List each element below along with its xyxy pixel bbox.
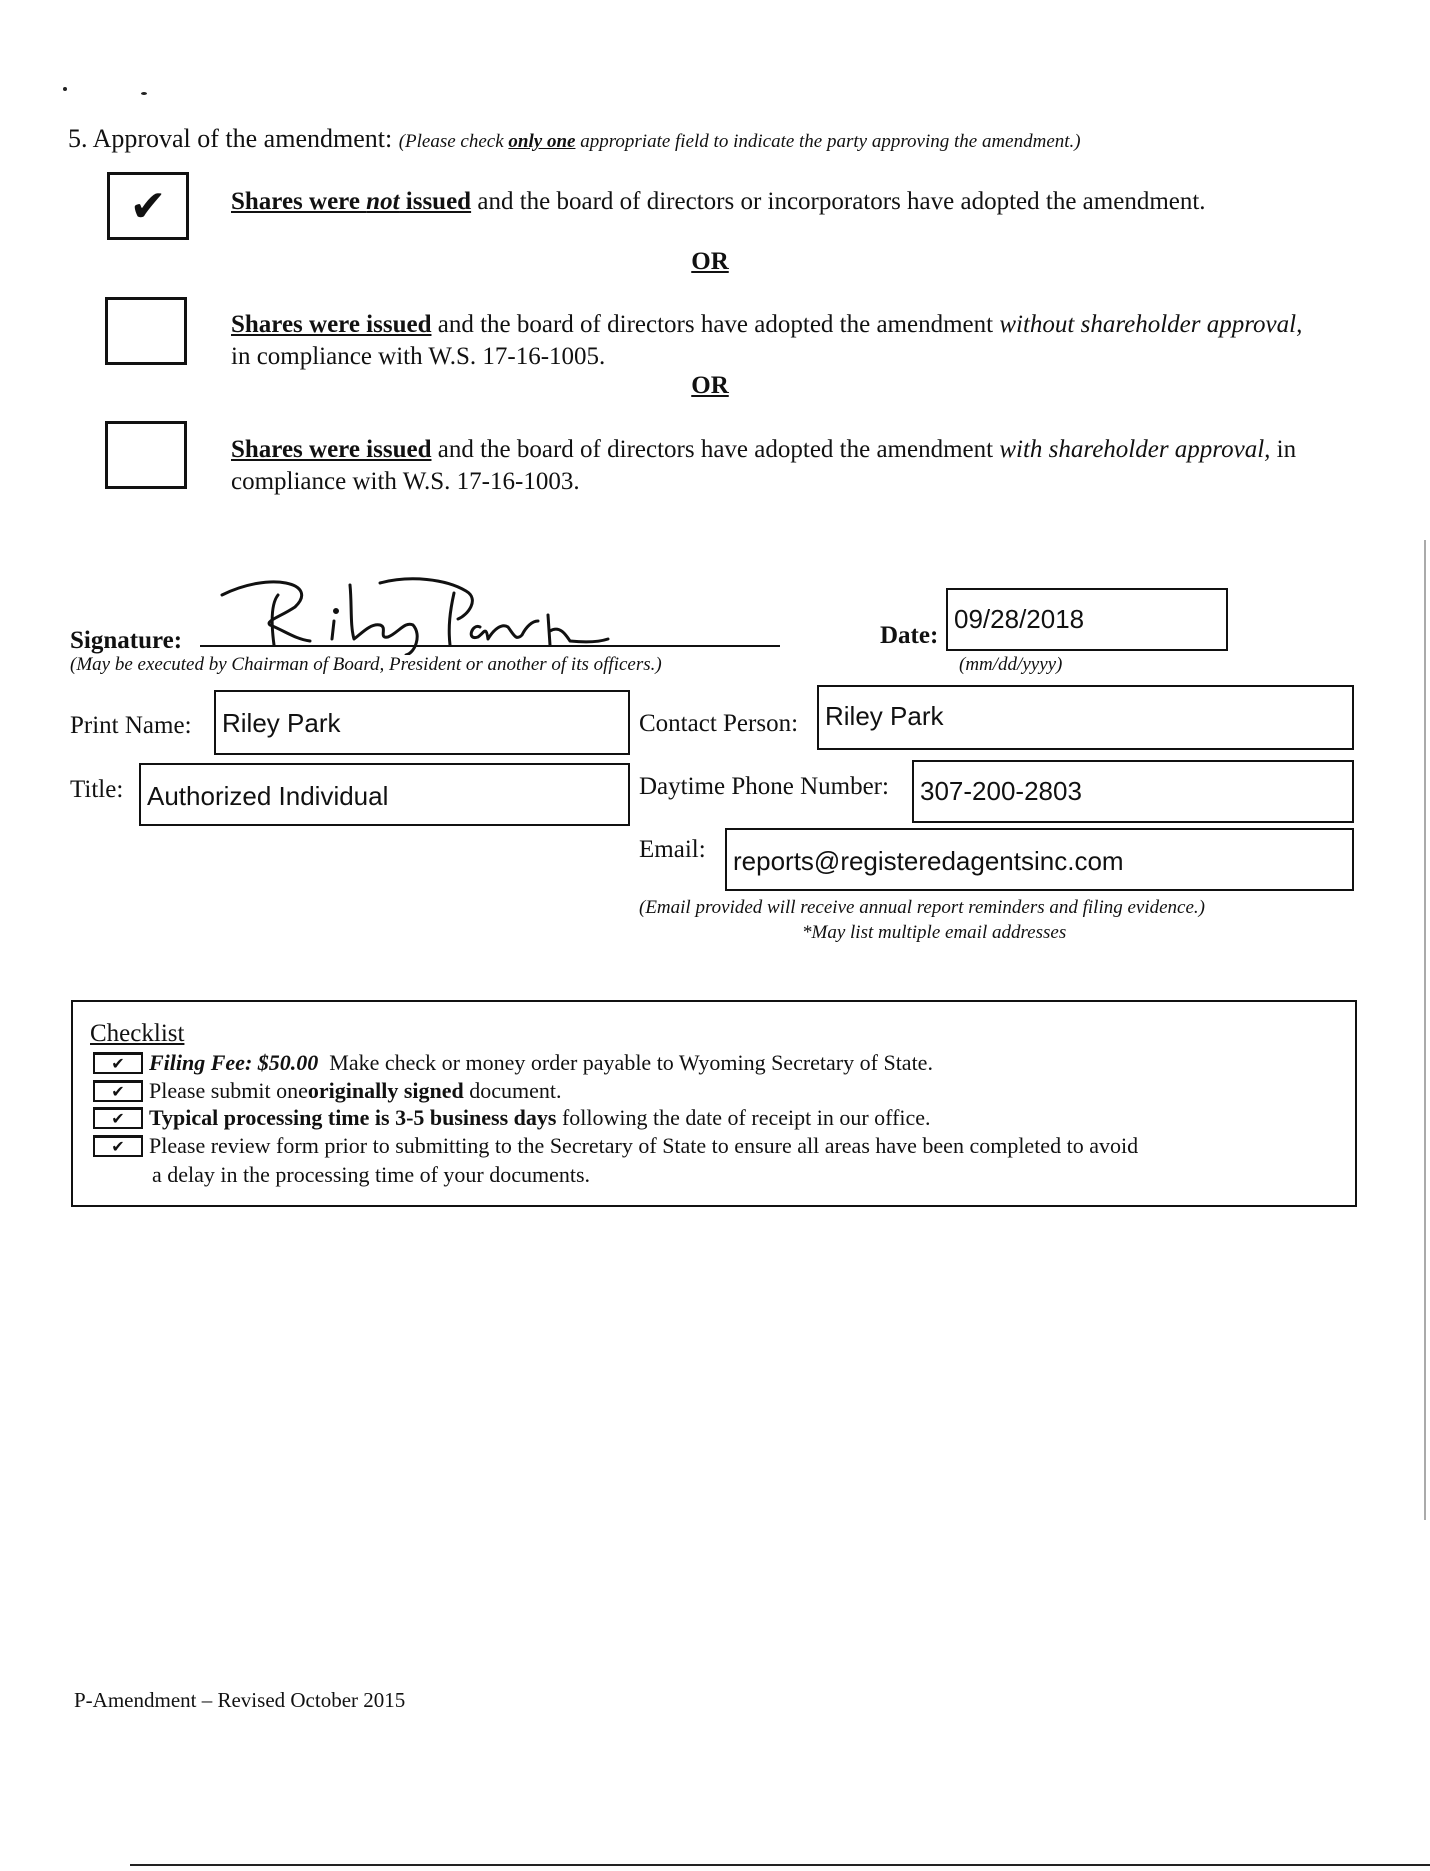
option-not-issued-text: Shares were not issued and the board of directors or incorporators have adopted the amendment. xyxy=(231,188,1206,215)
phone-label: Daytime Phone Number: xyxy=(639,773,889,800)
date-format-hint: (mm/dd/yyyy) xyxy=(959,654,1063,675)
handwritten-signature xyxy=(210,565,610,655)
email-label: Email: xyxy=(639,836,706,863)
phone-field[interactable]: 307-200-2803 xyxy=(912,760,1354,823)
option-with-shareholder-text: Shares were issued and the board of directors have adopted the amendment with shareholder approval, in compliance with W.S. 17-16-1003. xyxy=(231,436,1297,495)
print-name-label: Print Name: xyxy=(70,712,192,739)
approval-checkbox-without-shareholder[interactable] xyxy=(105,297,187,365)
scan-speck xyxy=(63,87,67,91)
checkmark-icon: ✔ xyxy=(129,180,167,232)
section-title xyxy=(68,124,1081,154)
or-divider: OR xyxy=(691,372,729,399)
title-label: Title: xyxy=(70,776,124,803)
email-field[interactable]: reports@registeredagentsinc.com xyxy=(725,828,1354,891)
email-multiple-note: *May list multiple email addresses xyxy=(802,922,1067,943)
checklist-item: ✔ Filing Fee: $50.00 Make check or money order payable to Wyoming Secretary of State. xyxy=(93,1050,933,1076)
or-divider: OR xyxy=(691,248,729,275)
title-field[interactable]: Authorized Individual xyxy=(139,763,630,826)
print-name-field[interactable]: Riley Park xyxy=(214,690,630,755)
email-note: (Email provided will receive annual report reminders and filing evidence.) xyxy=(639,897,1205,918)
option-without-shareholder-text: Shares were issued and the board of directors have adopted the amendment without shareholder approval, in compliance with W.S. 17-16-1005. xyxy=(231,311,1303,370)
scan-speck xyxy=(141,92,147,95)
section-title-text: 5. Approval of the amendment: xyxy=(68,124,393,153)
form-revision-footer: P-Amendment – Revised October 2015 xyxy=(74,1688,406,1712)
signature-label: Signature: xyxy=(70,627,183,654)
checklist-checkbox[interactable] xyxy=(93,1080,143,1102)
scan-edge-line xyxy=(1424,540,1426,1520)
page-bottom-rule xyxy=(130,1864,1430,1866)
checkmark-icon: ✔ xyxy=(111,1082,125,1101)
signature-note: (May be executed by Chairman of Board, President or another of its officers.) xyxy=(70,654,662,675)
checkmark-icon: ✔ xyxy=(111,1137,125,1156)
checklist-checkbox[interactable] xyxy=(93,1052,143,1074)
checklist-item-continuation: a delay in the processing time of your documents. xyxy=(152,1162,591,1187)
checklist-title: Checklist xyxy=(90,1020,185,1047)
date-label: Date: xyxy=(880,622,939,649)
checkmark-icon: ✔ xyxy=(111,1054,125,1073)
contact-person-field[interactable]: Riley Park xyxy=(817,685,1354,750)
checklist-box xyxy=(71,1000,1357,1207)
checklist-item: ✔ Please review form prior to submitting to the Secretary of State to ensure all areas have been completed to avoid xyxy=(93,1133,1138,1159)
approval-checkbox-with-shareholder[interactable] xyxy=(105,421,187,489)
approval-checkbox-not-issued[interactable] xyxy=(107,172,189,240)
checklist-item: ✔ Typical processing time is 3-5 business days following the date of receipt in our office. xyxy=(93,1105,931,1131)
checklist-item: ✔ Please submit one originally signed document. xyxy=(93,1078,562,1104)
checkmark-icon: ✔ xyxy=(111,1109,125,1128)
checklist-checkbox[interactable] xyxy=(93,1107,143,1129)
checklist-checkbox[interactable] xyxy=(93,1135,143,1157)
contact-person-label: Contact Person: xyxy=(639,710,799,737)
date-field[interactable]: 09/28/2018 xyxy=(946,588,1228,651)
section-note: (Please check only one appropriate field to indicate the party approving the amendment.) xyxy=(398,131,1081,152)
